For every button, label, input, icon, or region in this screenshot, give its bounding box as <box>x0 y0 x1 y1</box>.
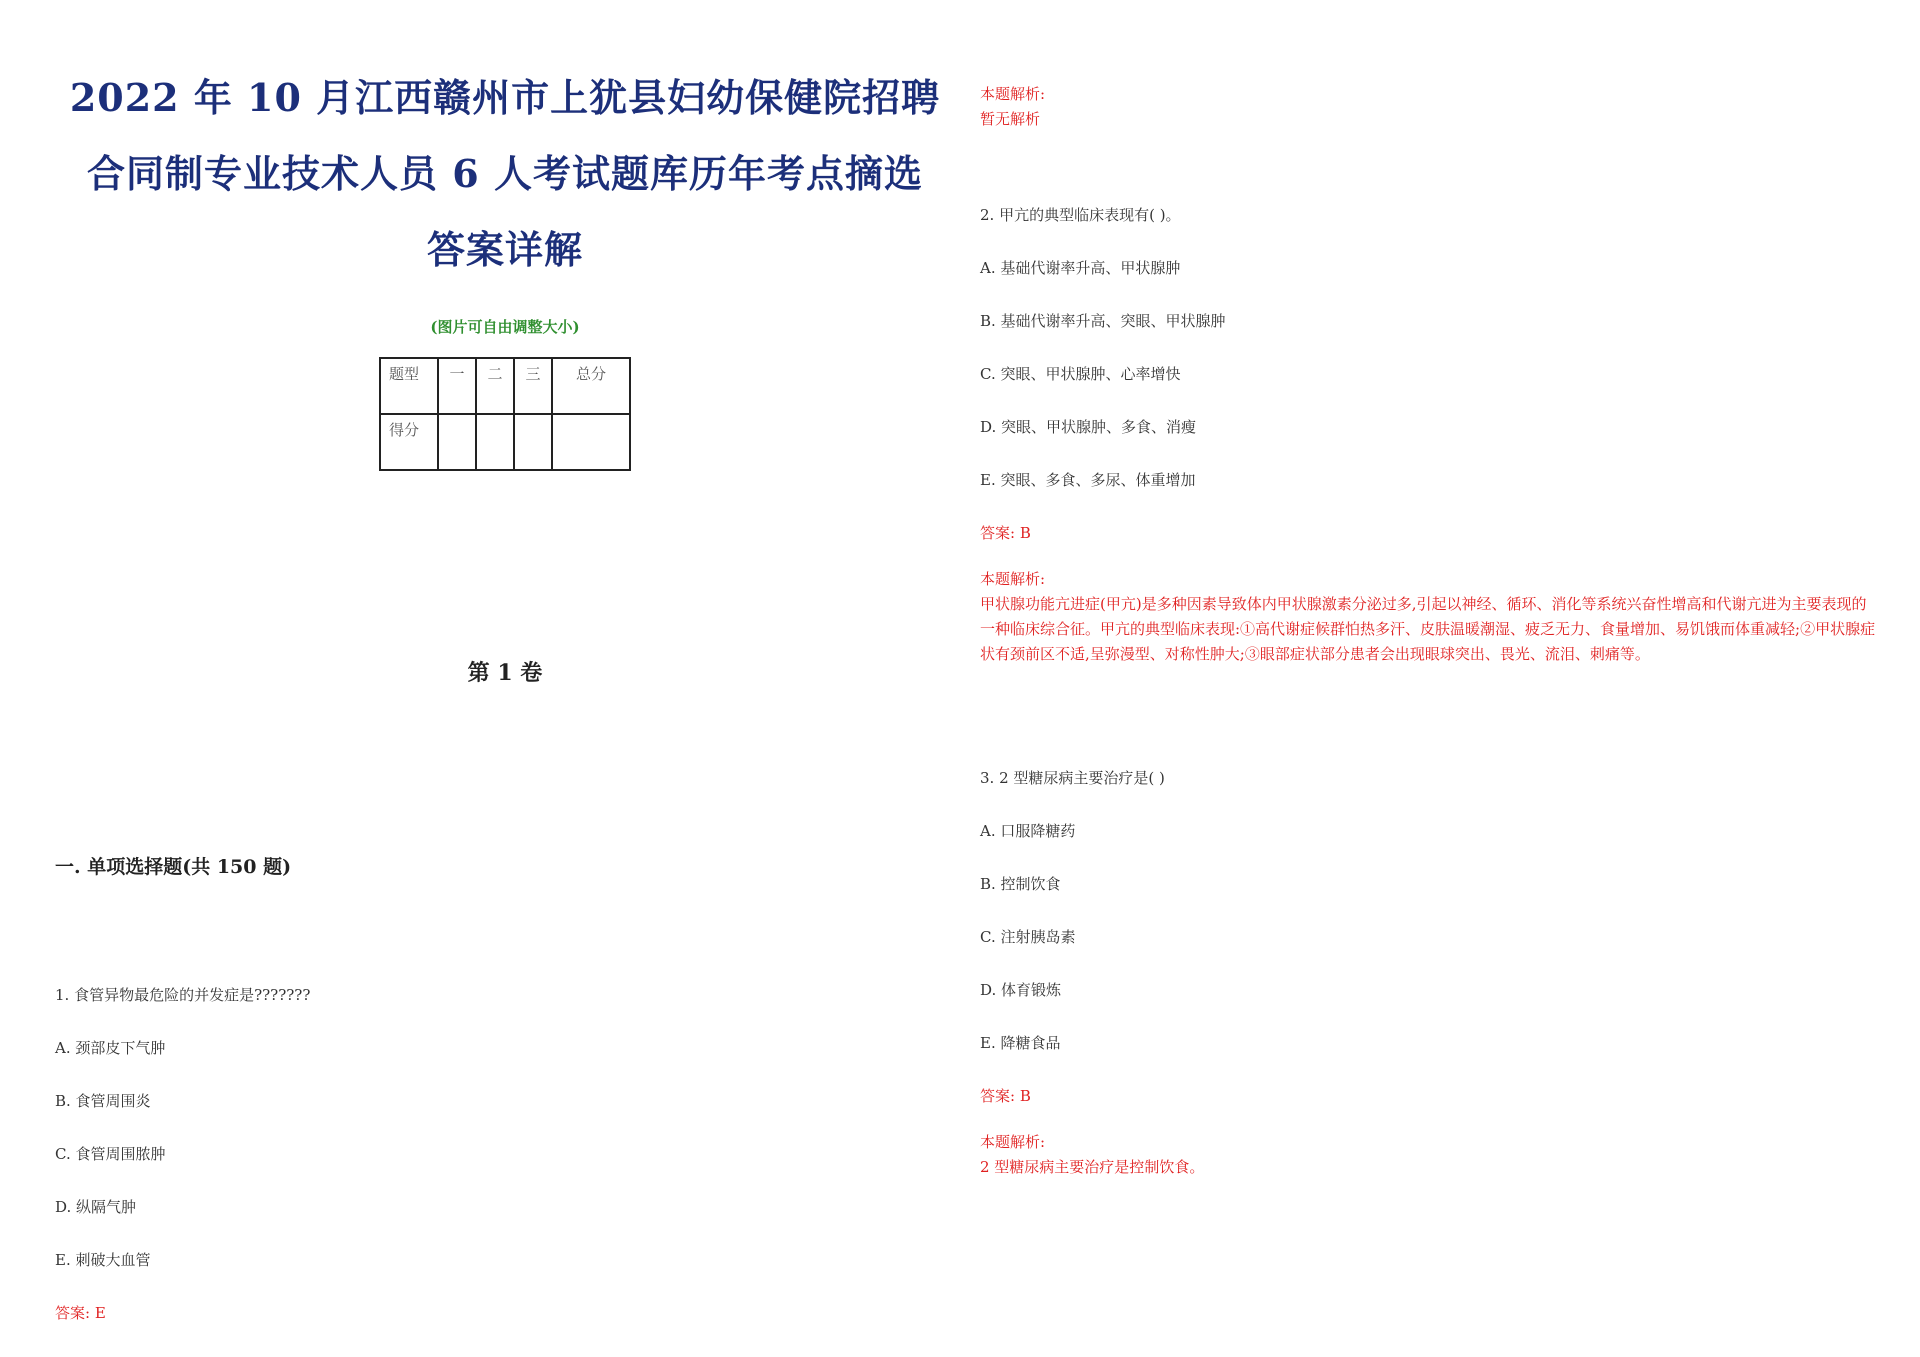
answer: 答案: B <box>980 1087 1031 1105</box>
score-cell: 得分 <box>380 414 438 470</box>
question-3 <box>980 767 1880 1180</box>
analysis-label: 本题解析: <box>980 85 1046 103</box>
option: C. 食管周围脓肿 <box>55 1145 166 1163</box>
score-cell: 总分 <box>552 358 630 414</box>
score-cell: 一 <box>438 358 476 414</box>
image-resize-note: (图片可自由调整大小) <box>430 318 580 336</box>
score-table-score-row <box>380 414 630 470</box>
option: C. 突眼、甲状腺肿、心率增快 <box>980 365 1181 383</box>
question-text: 1. 食管异物最危险的并发症是??????? <box>55 986 311 1004</box>
analysis <box>980 567 1880 667</box>
answer: 答案: E <box>55 1304 106 1322</box>
score-cell-empty <box>552 414 630 470</box>
score-table <box>379 357 631 471</box>
option: B. 食管周围炎 <box>55 1092 151 1110</box>
option: E. 突眼、多食、多尿、体重增加 <box>980 471 1196 489</box>
question-1 <box>55 984 955 1323</box>
question-2 <box>980 204 1880 667</box>
title-line-1: 2022 年 10 月江西赣州市上犹县妇幼保健院招聘 <box>69 75 941 120</box>
option: B. 控制饮食 <box>980 875 1061 893</box>
volume-label: 第 1 卷 <box>467 660 543 686</box>
option: C. 注射胰岛素 <box>980 928 1076 946</box>
score-table-header-row <box>380 358 630 414</box>
option: A. 口服降糖药 <box>980 822 1076 840</box>
analysis-text: 甲状腺功能亢进症(甲亢)是多种因素导致体内甲状腺激素分泌过多,引起以神经、循环、消化等系统兴奋性增高和代谢亢进为主要表现的一种临床综合征。甲亢的典型临床表现:①高代谢症候群怕热多汗、皮肤温暖潮湿、疲乏无力、食量增加、易饥饿而体重减轻;②甲状腺症状有颈前区不适,呈弥漫型、对称性肿大;③眼部症状部分患者会出现眼球突出、畏光、流泪、刺痛等。 <box>980 595 1876 663</box>
left-column <box>55 60 955 1323</box>
option: E. 降糖食品 <box>980 1034 1061 1052</box>
section-title: 一. 单项选择题(共 150 题) <box>55 856 292 878</box>
option: A. 颈部皮下气肿 <box>55 1039 166 1057</box>
score-cell: 三 <box>514 358 552 414</box>
q1-analysis <box>980 82 1880 132</box>
analysis-text: 2 型糖尿病主要治疗是控制饮食。 <box>980 1158 1205 1176</box>
option: B. 基础代谢率升高、突眼、甲状腺肿 <box>980 312 1226 330</box>
score-cell: 二 <box>476 358 514 414</box>
option: D. 突眼、甲状腺肿、多食、消瘦 <box>980 418 1197 436</box>
option: D. 纵隔气肿 <box>55 1198 137 1216</box>
score-cell-empty <box>438 414 476 470</box>
title-line-3: 答案详解 <box>426 227 583 272</box>
answer: 答案: B <box>980 524 1031 542</box>
question-text: 3. 2 型糖尿病主要治疗是( ) <box>980 769 1165 787</box>
analysis <box>980 1130 1880 1180</box>
analysis-label: 本题解析: <box>980 1133 1046 1151</box>
score-cell-empty <box>514 414 552 470</box>
question-text: 2. 甲亢的典型临床表现有( )。 <box>980 206 1181 224</box>
score-cell-empty <box>476 414 514 470</box>
option: A. 基础代谢率升高、甲状腺肿 <box>980 259 1181 277</box>
document-title <box>55 60 955 288</box>
right-column <box>980 82 1880 1180</box>
option: D. 体育锻炼 <box>980 981 1062 999</box>
title-line-2: 合同制专业技术人员 6 人考试题库历年考点摘选 <box>87 151 923 196</box>
analysis-text: 暂无解析 <box>980 110 1041 128</box>
option: E. 刺破大血管 <box>55 1251 151 1269</box>
score-cell: 题型 <box>380 358 438 414</box>
analysis-label: 本题解析: <box>980 570 1046 588</box>
